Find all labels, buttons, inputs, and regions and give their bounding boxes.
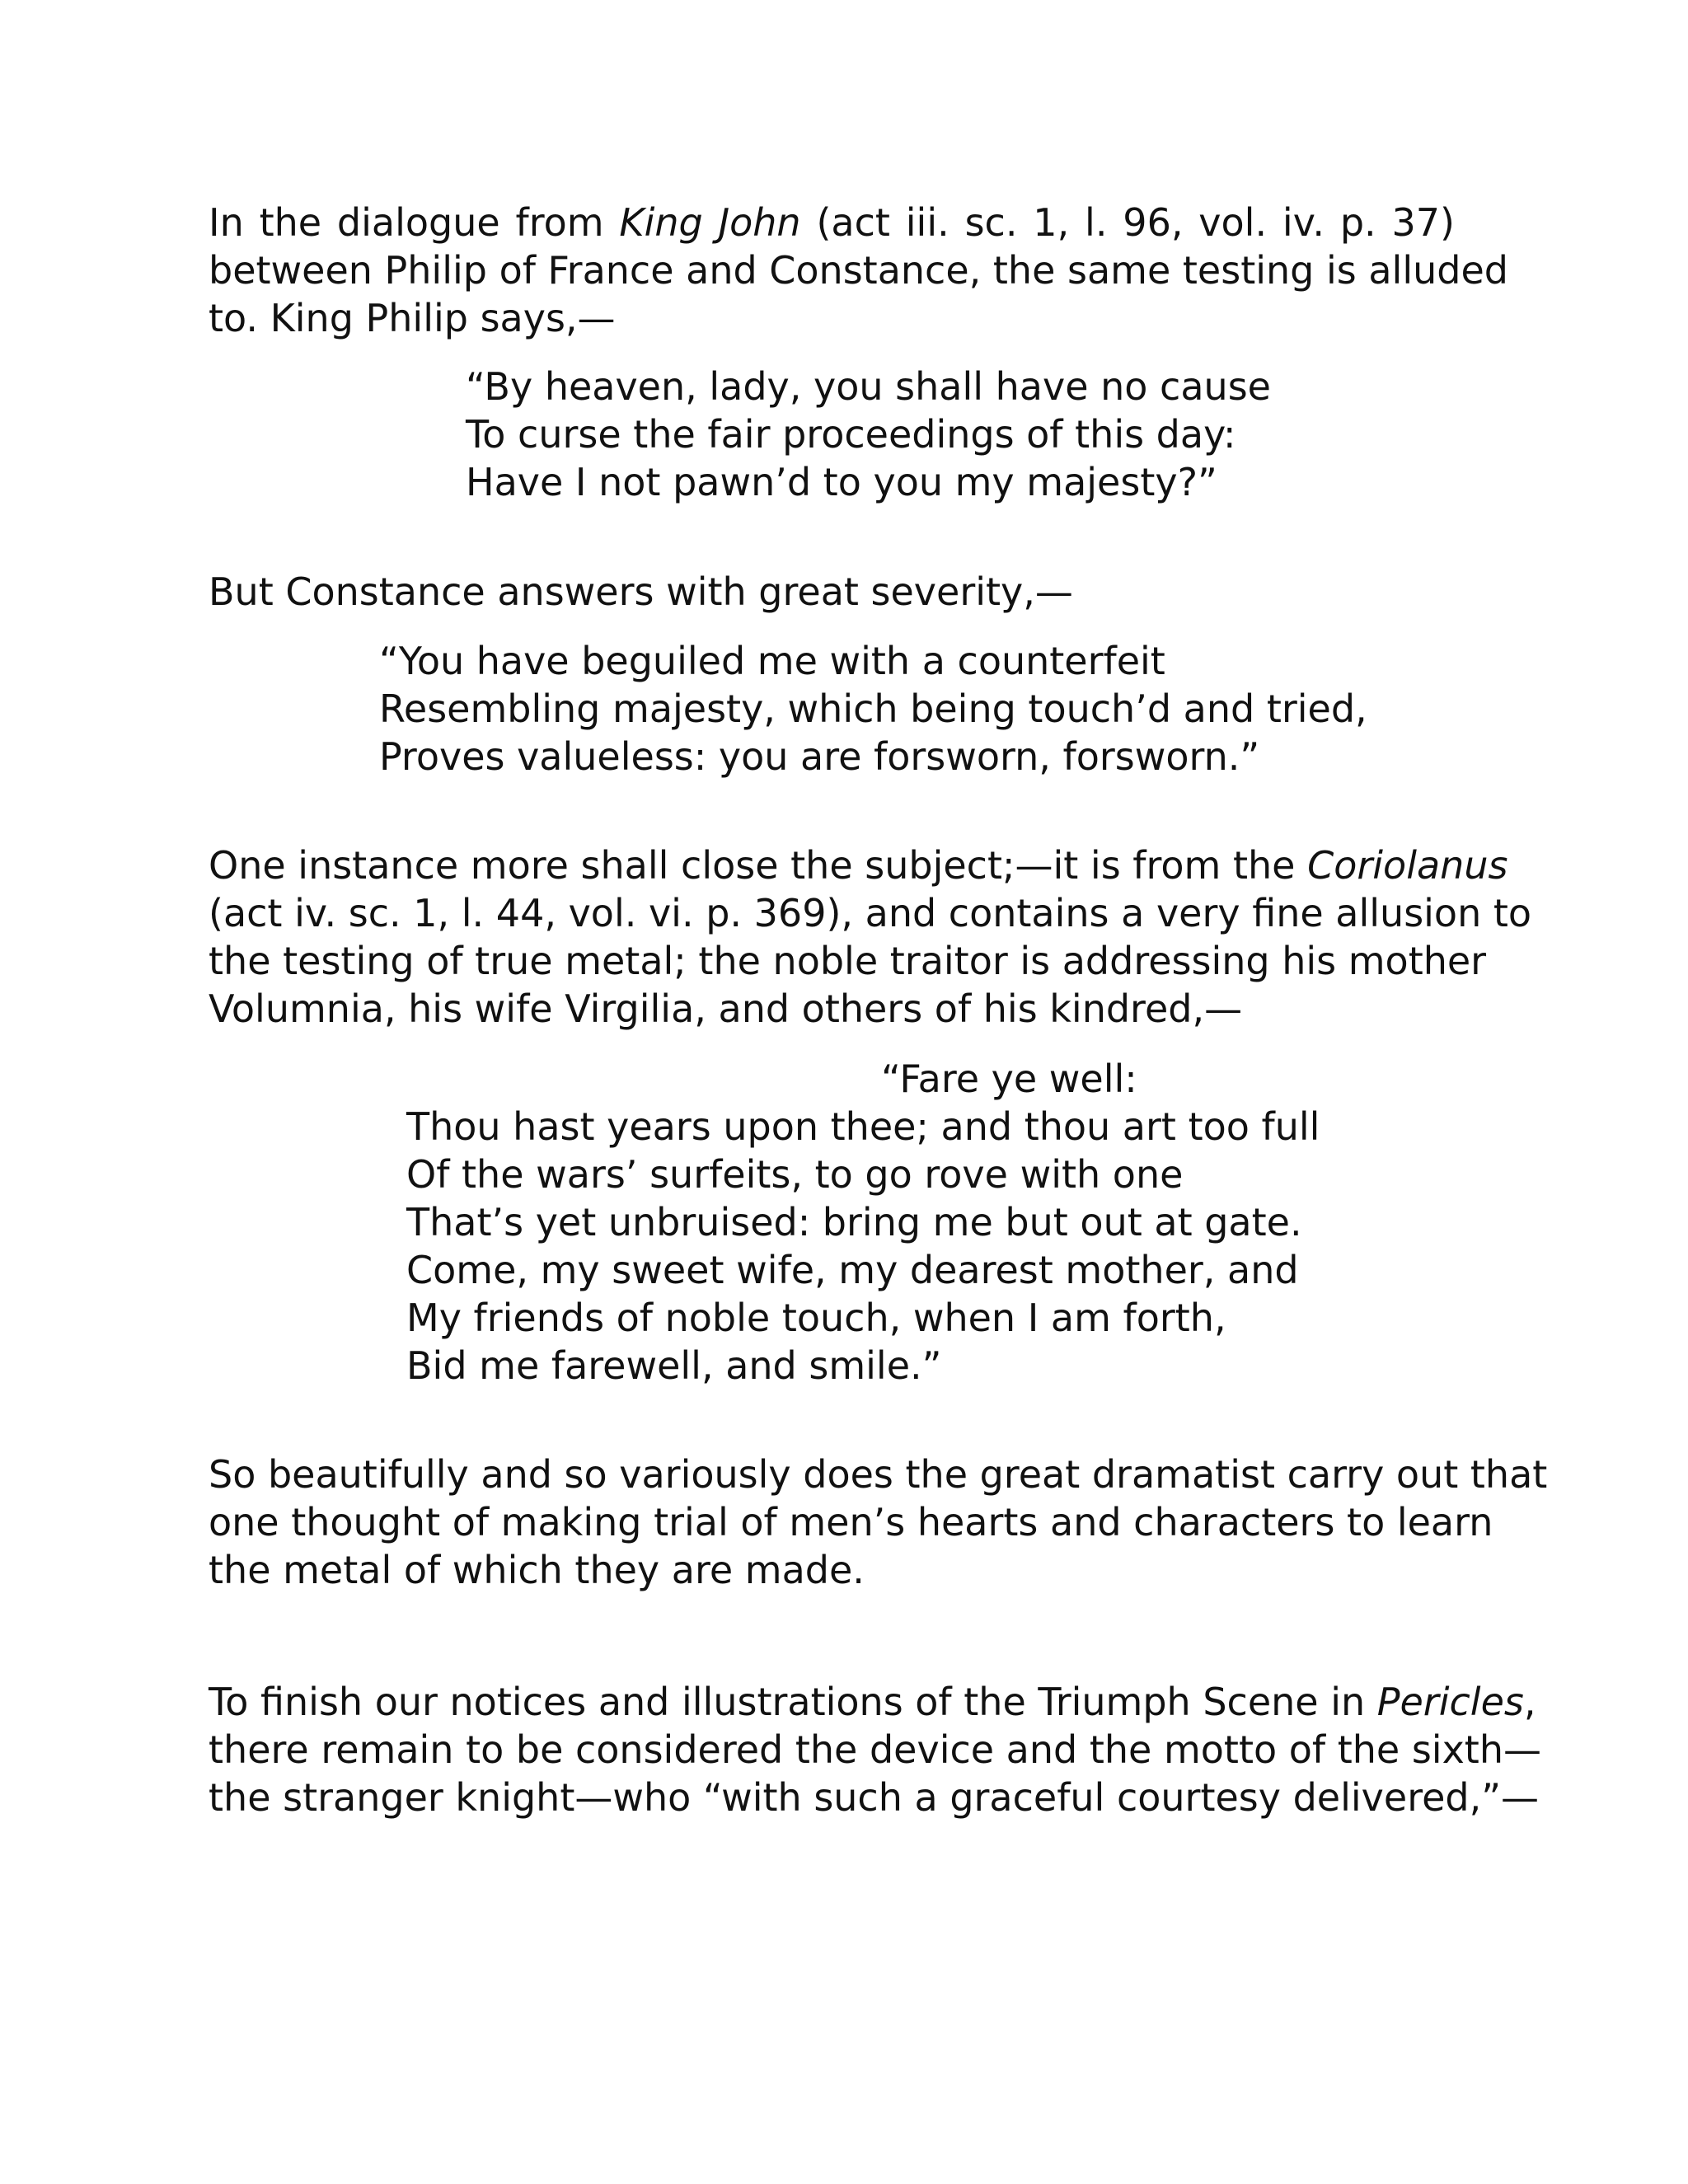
paragraph-line: one thought of making trial of men’s hearts and characters to learn (209, 1500, 1493, 1544)
paragraph-line: the stranger knight—who “with such a graceful courtesy delivered,”— (209, 1775, 1540, 1820)
paragraph-line: the metal of which they are made. (209, 1548, 865, 1592)
paragraph-line: the testing of true metal; the noble traitor is addressing his mother (209, 939, 1487, 983)
paragraph-line: One instance more shall close the subject;—it is from the Coriolanus (209, 843, 1508, 888)
verse-line: Bid me farewell, and smile.” (406, 1343, 942, 1388)
paragraph-coriolanus (209, 841, 1532, 1033)
play-title: Coriolanus (1307, 843, 1508, 888)
verse-line: To curse the fair proceedings of this day: (466, 412, 1236, 457)
paragraph-line: to. King Philip says,— (209, 296, 616, 340)
verse-line: That’s yet unbruised: bring me but out at gate. (406, 1200, 1302, 1244)
verse-line: Have I not pawn’d to you my majesty?” (466, 460, 1217, 504)
paragraph-line: So beautifully and so variously does the great dramatist carry out that (209, 1452, 1548, 1497)
verse-line: Of the wars’ surfeits, to go rove with one (406, 1152, 1184, 1197)
paragraph-constance (209, 568, 1455, 616)
paragraph-line: But Constance answers with great severity,— (209, 569, 1073, 614)
paragraph-line: To finish our notices and illustrations of the Triumph Scene in Pericles, (209, 1680, 1536, 1724)
paragraph-line: Volumnia, his wife Virgilia, and others of his kindred,— (209, 987, 1243, 1031)
play-title: King John (619, 200, 801, 245)
paragraph-line: (act iv. sc. 1, l. 44, vol. vi. p. 369), and contains a very fine allusion to (209, 891, 1532, 935)
verse-line: Come, my sweet wife, my dearest mother, and (406, 1248, 1299, 1292)
verse-line: Resembling majesty, which being touch’d and tried, (379, 687, 1367, 731)
verse-quote-coriolanus (406, 1103, 1320, 1390)
verse-quote-philip (466, 363, 1271, 506)
paragraph-line: between Philip of France and Constance, the same testing is alluded (209, 248, 1508, 293)
paragraph-king-john (209, 199, 1508, 342)
paragraph-line: In the dialogue from King John (act iii. sc. 1, l. 96, vol. iv. p. 37) (209, 200, 1455, 245)
play-title: Pericles (1376, 1680, 1524, 1724)
paragraph-pericles (209, 1678, 1541, 1821)
verse-line: Thou hast years upon thee; and thou art too full (406, 1104, 1320, 1149)
paragraph-line: there remain to be considered the device and the motto of the sixth— (209, 1727, 1541, 1772)
verse-line: My friends of noble touch, when I am forth, (406, 1296, 1226, 1340)
verse-quote-constance (379, 637, 1367, 780)
verse-line: Proves valueless: you are forsworn, forsworn.” (379, 734, 1260, 779)
verse-first-line (881, 1055, 1137, 1103)
verse-line: “Fare ye well: (881, 1057, 1137, 1101)
verse-line: “You have beguiled me with a counterfeit (379, 639, 1165, 683)
paragraph-dramatist (209, 1451, 1548, 1594)
verse-line: “By heaven, lady, you shall have no cause (466, 364, 1271, 409)
